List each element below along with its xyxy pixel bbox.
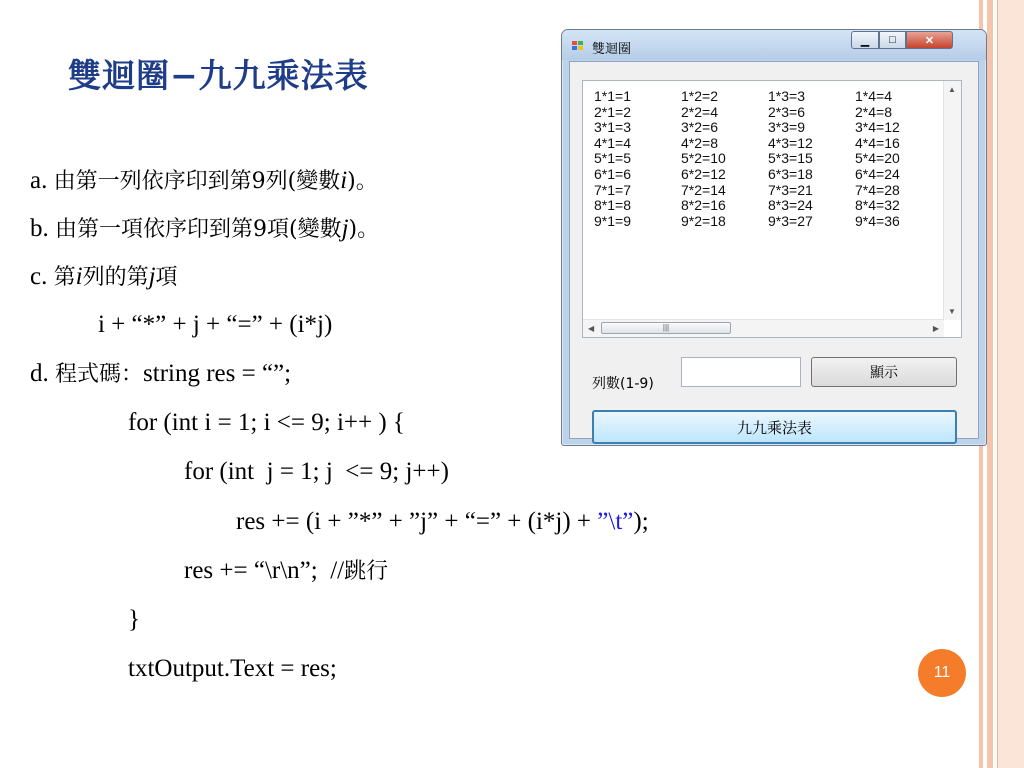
output-cell: 5*1=5: [594, 150, 631, 167]
output-row: [594, 120, 942, 136]
bullet-a: a. 由第一列依序印到第9列(變數i)。: [30, 167, 378, 194]
output-cell: 5*4=20: [855, 150, 900, 167]
output-cell: 1*1=1: [594, 88, 631, 104]
window-title: 雙迴圈: [592, 42, 632, 57]
rows-input[interactable]: [681, 357, 801, 387]
output-cell: 4*3=12: [768, 134, 813, 151]
output-row: [594, 183, 942, 199]
app-icon: [572, 41, 584, 51]
output-row: [594, 105, 942, 121]
multiplication-table-button[interactable]: 九九乘法表: [592, 410, 957, 444]
output-cell: 2*3=6: [768, 103, 805, 120]
vertical-scrollbar[interactable]: [943, 81, 961, 320]
output-cell: 1*2=2: [681, 88, 718, 104]
code-line: for (int j = 1; j <= 9; j++): [184, 458, 449, 485]
output-cell: 9*3=27: [768, 212, 813, 229]
output-cell: 7*1=7: [594, 181, 631, 198]
output-cell: 7*3=21: [768, 181, 813, 198]
output-cell: 3*4=12: [855, 119, 900, 136]
output-cell: 6*4=24: [855, 165, 900, 182]
output-cell: 2*2=4: [681, 103, 718, 120]
output-cell: 9*4=36: [855, 212, 900, 229]
output-cell: 5*3=15: [768, 150, 813, 167]
output-row: [594, 167, 942, 183]
output-row: [594, 151, 942, 167]
output-cell: 4*2=8: [681, 134, 718, 151]
output-cell: 2*1=2: [594, 103, 631, 120]
slide-title: 雙迴圈−九九乘法表: [68, 56, 369, 95]
output-cell: 4*4=16: [855, 134, 900, 151]
horizontal-scrollbar[interactable]: [583, 319, 944, 337]
code-line: res += “\r\n”; //跳行: [184, 557, 389, 584]
output-cell: 6*3=18: [768, 165, 813, 182]
output-cell: 2*4=8: [855, 103, 892, 120]
code-line: for (int i = 1; i <= 9; i++ ) {: [128, 409, 405, 436]
output-cell: 8*1=8: [594, 197, 631, 214]
output-cell: 3*1=3: [594, 119, 631, 136]
bullet-c: c. 第i列的第j項: [30, 263, 178, 290]
output-cell: 5*2=10: [681, 150, 726, 167]
scroll-down-icon[interactable]: ▼: [948, 307, 956, 316]
decor-stripe: [987, 0, 993, 768]
show-button[interactable]: 顯示: [811, 357, 957, 387]
output-cell: 7*4=28: [855, 181, 900, 198]
minimize-icon[interactable]: ▁: [851, 31, 879, 49]
decor-stripe: [997, 0, 1024, 768]
close-icon[interactable]: ✕: [906, 31, 953, 49]
scroll-up-icon[interactable]: ▲: [948, 85, 956, 94]
output-cell: 1*4=4: [855, 88, 892, 104]
output-cell: 6*1=6: [594, 165, 631, 182]
output-cell: 9*1=9: [594, 212, 631, 229]
maximize-icon[interactable]: □: [879, 31, 906, 49]
output-row: [594, 89, 942, 105]
output-cell: 6*2=12: [681, 165, 726, 182]
output-cell: 7*2=14: [681, 181, 726, 198]
code-line: }: [128, 606, 140, 633]
output-cell: 3*3=9: [768, 119, 805, 136]
bullet-b: b. 由第一項依序印到第9項(變數j)。: [30, 215, 380, 242]
scroll-right-icon[interactable]: ▶: [932, 324, 939, 333]
code-expression: i + “*” + j + “=” + (i*j): [98, 311, 333, 338]
output-cell: 3*2=6: [681, 119, 718, 136]
output-cell: 8*2=16: [681, 197, 726, 214]
output-row: [594, 136, 942, 152]
output-cell: 1*3=3: [768, 88, 805, 104]
code-line: res += (i + ”*” + ”j” + “=” + (i*j) + ”\t”);: [236, 508, 649, 535]
window-titlebar: [562, 30, 986, 60]
output-row: [594, 198, 942, 214]
output-text: [594, 89, 942, 229]
page-number: 11: [918, 649, 966, 697]
window-client: [569, 61, 979, 439]
output-cell: 4*1=4: [594, 134, 631, 151]
output-cell: 8*3=24: [768, 197, 813, 214]
scroll-left-icon[interactable]: ◀: [588, 324, 595, 333]
rows-label: 列數(1-9): [592, 376, 654, 392]
output-cell: 8*4=32: [855, 197, 900, 214]
output-textbox[interactable]: [582, 80, 962, 338]
app-window: [561, 29, 987, 446]
bullet-d: d. 程式碼：string res = “”;: [30, 360, 292, 387]
output-row: [594, 214, 942, 230]
output-cell: 9*2=18: [681, 212, 726, 229]
scroll-thumb[interactable]: |||: [601, 322, 731, 334]
code-line: txtOutput.Text = res;: [128, 655, 337, 682]
